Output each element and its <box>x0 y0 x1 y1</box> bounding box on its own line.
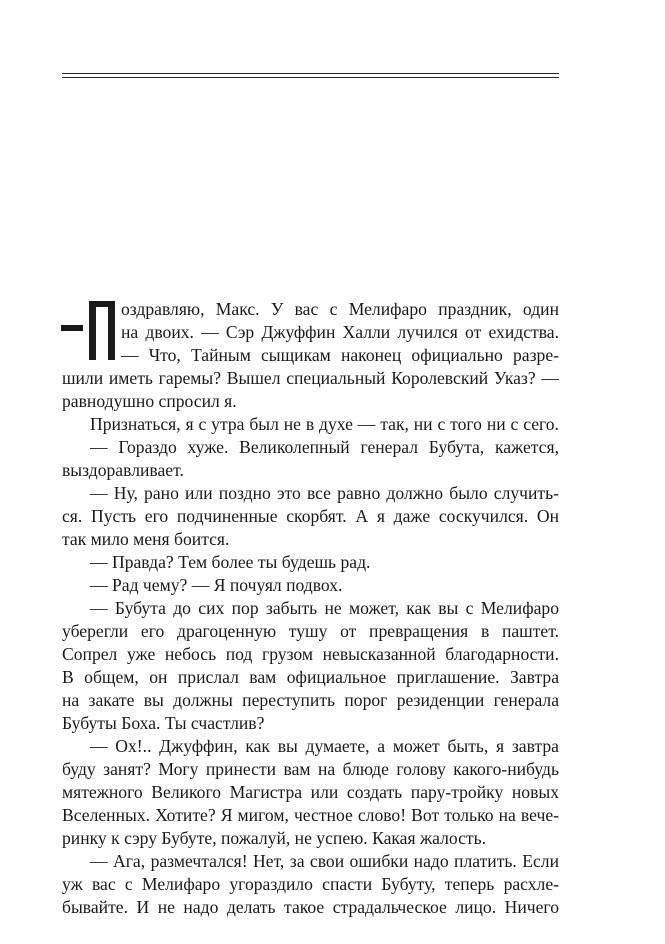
text-line: — Рад чему? — Я почуял подвох. <box>90 575 343 595</box>
drop-cap <box>61 301 115 360</box>
text-line: — Ну, рано или поздно это все равно должно было случить- <box>90 483 559 503</box>
text-line: ся. Пусть его подчиненные скорбят. А я даже соскучился. Он <box>62 506 559 526</box>
text-line: Признаться, я с утра был не в духе — так, ни с того ни с сего. <box>90 414 559 434</box>
text-line: — Бубута до сих пор забыть не может, как вы с Мелифаро <box>90 598 559 618</box>
text-line: буду занят? Могу принести вам на блюде голову какого-нибудь <box>62 759 559 779</box>
text-line: выздоравливает. <box>62 460 184 480</box>
text-line: уберегли его драгоценную тушу от превращения в паштет. <box>62 621 559 641</box>
header-rule-bottom <box>62 77 559 78</box>
text-line: на двоих. — Сэр Джуффин Халли лучился от ехидства. <box>121 322 559 342</box>
text-line: — Правда? Тем более ты будешь рад. <box>90 552 371 572</box>
text-line: — Гораздо хуже. Великолепный генерал Бубута, кажется, <box>90 437 559 457</box>
text-line: шили иметь гаремы? Вышел специальный Королевский Указ? — <box>62 368 559 388</box>
text-line: на закате вы должны переступить порог резиденции генерала <box>62 690 559 710</box>
text-line: Вселенных. Хотите? Я мигом, честное слово! Вот только на вече- <box>62 805 559 825</box>
text-line: В общем, он прислал вам официальное приглашение. Завтра <box>62 667 559 687</box>
text-line: равнодушно спросил я. <box>62 391 237 411</box>
text-line: — Что, Тайным сыщикам наконец официально разре- <box>121 345 559 365</box>
header-rule-top <box>62 73 559 74</box>
drop-cap-letter <box>89 301 115 360</box>
drop-cap-letter-bar <box>89 301 115 307</box>
text-line: бывайте. И не надо делать такое страдальческое лицо. Ничего <box>62 897 559 917</box>
text-line: мятежного Великого Магистра или создать пару-тройку новых <box>62 782 559 802</box>
text-line: оздравляю, Макс. У вас с Мелифаро праздник, один <box>121 299 559 319</box>
text-line: уж вас с Мелифаро угораздило спасти Бубуту, теперь расхле- <box>62 874 559 894</box>
text-line: так мило меня боится. <box>62 529 230 549</box>
text-line: — Ага, размечтался! Нет, за свои ошибки надо платить. Если <box>90 851 559 871</box>
text-line: — Ох!.. Джуффин, как вы думаете, а может быть, я завтра <box>90 736 559 756</box>
text-line: Сопрел уже небось под грузом невысказанной благодарности. <box>62 644 559 664</box>
text-line: Бубуты Боха. Ты счастлив? <box>62 713 265 733</box>
drop-cap-dash <box>61 325 83 331</box>
text-line: ринку к сэру Бубуте, пожалуй, не успею. Какая жалость. <box>62 828 487 848</box>
